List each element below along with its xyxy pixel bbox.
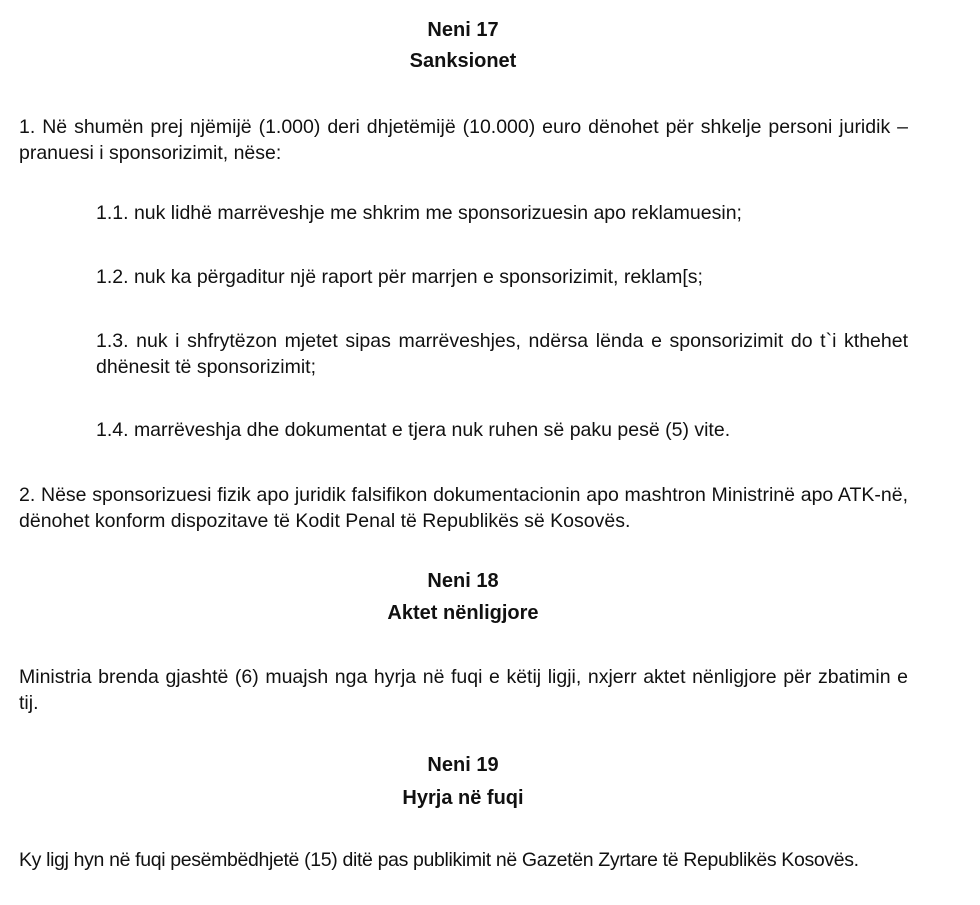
article-17-title: Sanksionet <box>409 50 517 72</box>
article-17-paragraph-1: 1. Në shumën prej njëmijë (1.000) deri dhjetëmijë (10.000) euro dënohet për shkelje personi juridik – pranuesi i sponsorizimit, nëse: <box>19 116 908 164</box>
article-18-number: Neni 18 <box>427 570 499 592</box>
article-19-number: Neni 19 <box>427 754 499 776</box>
article-17-number: Neni 17 <box>427 19 499 41</box>
article-17-item-1-3: 1.3. nuk i shfrytëzon mjetet sipas marrëveshjes, ndërsa lënda e sponsorizimit do t`i kthehet dhënesit të sponsorizimit; <box>96 330 908 378</box>
article-19-title: Hyrja në fuqi <box>402 787 524 809</box>
article-19-text: Ky ligj hyn në fuqi pesëmbëdhjetë (15) ditë pas publikimit në Gazetën Zyrtare të Republikës Kosovës. <box>19 849 859 871</box>
article-17-item-1-2: 1.2. nuk ka përgaditur një raport për marrjen e sponsorizimit, reklam[s; <box>96 266 703 288</box>
article-17-paragraph-2: 2. Nëse sponsorizuesi fizik apo juridik falsifikon dokumentacionin apo mashtron Ministrinë apo ATK-në, dënohet konform dispozitave të Kodit Penal të Republikës së Kosovës. <box>19 484 908 532</box>
article-17-item-1-4: 1.4. marrëveshja dhe dokumentat e tjera nuk ruhen së paku pesë (5) vite. <box>96 419 731 441</box>
article-18-text: Ministria brenda gjashtë (6) muajsh nga hyrja në fuqi e këtij ligji, nxjerr aktet nënligjore për zbatimin e tij. <box>19 666 908 714</box>
article-18-title: Aktet nënligjore <box>387 602 539 624</box>
article-17-item-1-1: 1.1. nuk lidhë marrëveshje me shkrim me sponsorizuesin apo reklamuesin; <box>96 202 742 224</box>
